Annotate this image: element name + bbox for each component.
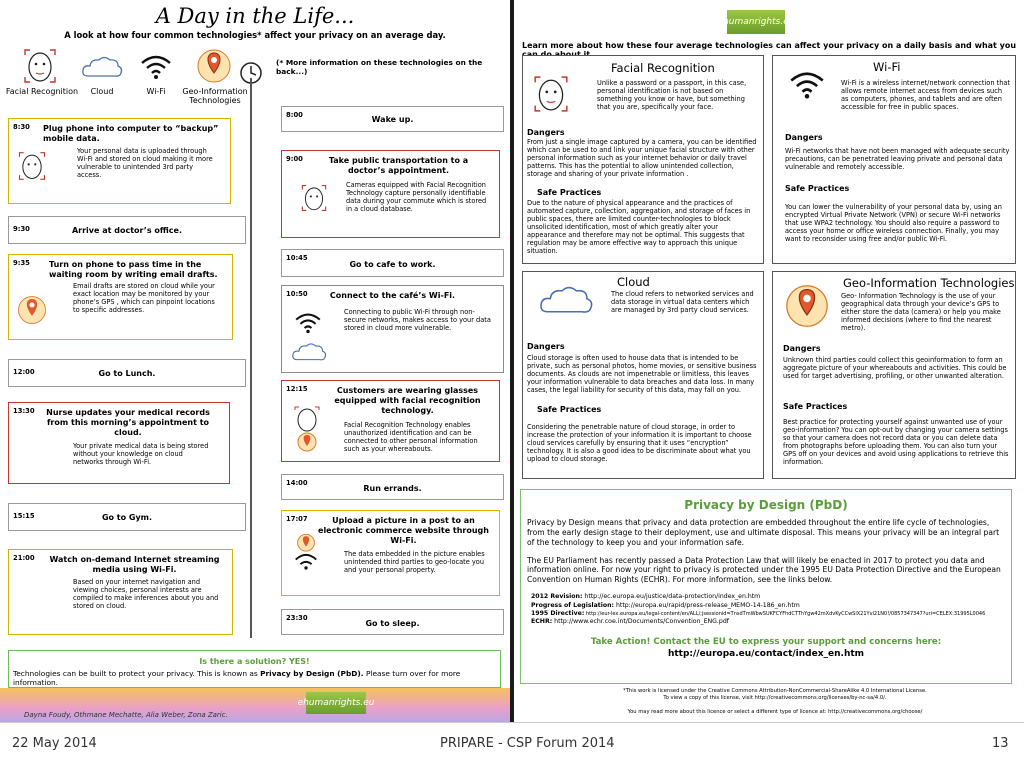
card-cloud [522,271,764,479]
card-title: Facial Recognition [611,61,715,75]
event-title: Nurse updates your medical records from this morning’s appointment to cloud. [46,408,210,437]
card-dangers: Cloud storage is often used to house data that is intended to be private, such as personal photos, home movies, or sensitive business documents. As clouds are not impenetrable or limitless, this leaves your information vulnerable to data breaches and data loss. In many cases, the legal liability for security of this data, may fall on you. [527,354,757,395]
card-safe-head: Safe Practices [783,402,848,411]
card-intro: The cloud refers to networked services and data storage in virtual data centers which are managed by 3rd party cloud services. [611,290,754,315]
timeline-line [250,78,252,638]
facial-recognition-icon [20,46,60,86]
event-time: 17:07 [286,515,308,523]
card-dangers-head: Dangers [527,342,565,351]
event-title: Run errands. [363,484,422,493]
event-time: 13:30 [13,407,35,415]
event-time: 9:30 [13,225,30,233]
take-action: Take Action! Contact the EU to express your support and concerns here: [590,636,942,647]
wifi-icon [787,68,827,102]
license-block [560,688,990,716]
pbd-links [531,593,1005,626]
event-desc: Cameras equipped with Facial Recognition Technology capture personally identifiable data during your commute which is stored in a cloud database. [346,181,487,213]
event-title: Customers are wearing glasses equipped with facial recognition technology. [334,386,481,415]
poster-title: A Day in the Life... [155,4,355,28]
footer-page-number: 13 [992,736,1009,751]
poster-subtitle: A look at how four common technologies* affect your privacy on an average day. [64,30,446,40]
event-0800 [281,106,504,132]
event-title: Plug phone into computer to “backup” mobile data. [43,124,219,143]
link-row[interactable]: Progress of Legislation: http://europa.eu/rapid/press-release_MEMO-14-186_en.htm [531,601,800,609]
authors: Dayna Foudy, Othmane Mechatte, Alia Weber, Zona Zaric. [24,711,228,719]
card-title: Cloud [617,275,650,289]
footer-date: 22 May 2014 [12,736,97,751]
facial-recognition-icon [531,72,571,116]
event-title: Connect to the café’s Wi-Fi. [329,291,456,300]
poster-front [0,0,510,722]
tech-label-cloud: Cloud [90,87,114,96]
event-2100 [8,549,233,635]
card-dangers: Wi-Fi networks that have not been managed with adequate security precautions, can be penetrated leaving private and personal data vulnerable and remotely accessible. [785,147,1010,172]
event-desc: Your personal data is uploaded through Wi-Fi and stored on cloud making it more vulnerable to unintended 3rd party access. [77,147,213,179]
event-1200 [8,359,246,387]
pbd-title: Privacy by Design (PbD) [684,498,848,512]
event-2330 [281,609,504,635]
event-desc: Your private medical data is being stored without your knowledge on cloud networks through Wi-Fi. [73,442,209,466]
event-time: 15:15 [13,512,35,520]
link-row[interactable]: ECHR: http://www.echr.coe.int/Documents/Convention_ENG.pdf [531,618,729,626]
event-title: Wake up. [371,115,414,124]
event-time: 12:15 [286,385,308,393]
card-dangers-head: Dangers [785,133,823,142]
card-intro: Wi-Fi is a wireless internet/network connection that allows remote internet access from devices such as computers, phones, and tablets and are often accessible for free in public spaces. [841,79,1011,112]
card-dangers: Unknown third parties could collect this geoinformation to form an aggregate picture of your whereabouts and activities. This could be used for target advertising, profiling, or other unwanted alteration. [783,356,1007,381]
card-dangers-head: Dangers [783,344,821,353]
wifi-icon [138,52,174,82]
card-safe: You can lower the vulnerability of your personal data by, using an encrypted Virtual Private Network (VPN) or secure Wi-Fi networks that use WPA2 technology. You should also require a password to access your home or office wireless connection. Finally, you may want to reconsider using free and/or public Wi-Fi. [785,203,1002,244]
event-time: 10:50 [286,290,308,298]
event-time: 21:00 [13,554,35,562]
event-desc: Facial Recognition Technology enables unauthorized identification and can be connected to other personal information such as your whereabouts. [344,421,478,453]
geo-information-icon [14,290,50,330]
facial-recognition-icon [14,146,50,186]
event-title: Arrive at doctor’s office. [71,226,183,235]
event-title: Go to sleep. [365,619,420,628]
event-title: Watch on-demand Internet streaming media using Wi-Fi. [49,555,220,574]
event-1045 [281,249,504,277]
privacy-by-design-box [520,489,1012,684]
card-safe: Due to the nature of physical appearance and the practices of automated capture, collection, aggregation, and storage of faces in public spaces, there are limited counter-technologies to block unsolicited identification, most of which greatly alter your appearance and therefore may not be optimal. This suggests that regulation may be amore effective way to approach this unique situation. [527,199,751,256]
card-intro: Unlike a password or a passport, in this case, personal identification is not based on something you know or have, but something that you are, specifically your face. [597,79,747,112]
geo-information-icon [194,46,234,86]
license-line: To view a copy of this license, visit http://creativecommons.org/licenses/by-nc-sa/4.0/. [663,695,887,702]
event-title: Upload a picture in a post to an electronic commerce website through Wi-Fi. [318,516,489,545]
event-1330 [8,402,230,484]
card-facial-recognition [522,55,764,264]
cloud-icon [288,340,330,364]
more-info-note: (* More information on these technologies on the back...) [276,58,483,76]
card-safe-head: Safe Practices [537,405,602,414]
event-title: Go to Lunch. [98,369,156,378]
card-title: Wi-Fi [873,60,901,74]
event-title: Take public transportation to a doctor’s appointment. [328,156,469,175]
tech-label-facial: Facial Recognition [5,87,79,96]
card-safe: Considering the penetrable nature of cloud storage, in order to increase the protection of your information it is important to choose cloud services carefully by ensuring that it uses “encryption” technology. It is also a good idea to be discriminate about what you upload to cloud storage. [527,423,752,464]
event-0930 [8,216,246,244]
card-title: Geo-Information Technologies [843,276,1015,290]
tech-label-wifi: Wi-Fi [146,87,166,96]
ehumanrights-logo: ehumanrights.eu [306,692,366,714]
cloud-icon [533,282,599,318]
card-dangers: From just a single image captured by a camera, you can be identified which can be used to and link your unique facial structure with other personal information such as your internet behavior or daily travel patterns. This has the potential to allow unintended collection, storage and sharing of your private information . [527,138,757,179]
geo-information-icon [290,404,324,454]
back-intro: Learn more about how these four average technologies can affect your privacy on a daily basis and what you [522,41,1017,50]
license-line: You may read more about this licence or select a different type of licence at: http://creativecommons.org/choose/ [627,708,923,715]
card-geo-information [772,271,1016,479]
event-time: 12:00 [13,368,35,376]
event-time: 14:00 [286,479,308,487]
link-row[interactable]: 2012 Revision: http://ec.europa.eu/justice/data-protection/index_en.htm [531,593,761,601]
pbd-paragraph-1: Privacy by Design means that privacy and data protection are embedded throughout the entire life cycle of technologies, from the early design stage to their deployment, use and ultimate disposal. This means your privacy will be an integral part of the technology to keep you and your information safe. [527,518,1000,547]
card-intro: Geo- Information Technology is the use of your geographical data through your device’s GPS to either store the data (camera) or help you make informed decisions (where to find the nearest metro). [841,292,1001,333]
card-safe-head: Safe Practices [537,188,602,197]
card-safe-head: Safe Practices [785,184,850,193]
event-time: 10:45 [286,254,308,262]
event-time: 23:30 [286,614,308,622]
event-title: Go to Gym. [101,513,153,522]
solution-box [8,650,501,688]
footer-title: PRIPARE - CSP Forum 2014 [440,736,615,751]
ehumanrights-logo: ehumanrights.eu [727,10,785,34]
event-title: Go to cafe to work. [349,260,436,269]
facial-recognition-icon [298,180,330,216]
event-desc: Based on your internet navigation and viewing choices, personal interests are compiled to make inferences about you and stored on cloud. [73,578,219,610]
solution-text: Technologies can be built to protect your privacy. This is known as Privacy by Design (PbD). Please turn over for more information. [13,669,461,687]
event-1400 [281,474,504,500]
card-safe: Best practice for protecting yourself against unwanted use of your geo-information? You can opt-out by changing your camera settings so that your camera does not record data or you can delete data from photographs before uploading them. You can also turn your GPS off on your devices and avoid using applications to retrieve this information. [783,418,1009,467]
cloud-icon [80,52,124,82]
event-1515 [8,503,246,531]
card-wifi [772,55,1016,264]
wifi-icon [292,312,324,334]
event-time: 8:00 [286,111,303,119]
card-dangers-head: Dangers [527,128,565,137]
event-desc: Email drafts are stored on cloud while your exact location may be monitored by your phone’s GPS , which can pinpoint locations to specific addresses. [73,282,215,314]
geo-information-icon [781,280,833,332]
link-row[interactable]: 1995 Directive: http://eur-lex.europa.eu/legal-content/en/ALL/;jsessionid=TnsdTmWbwSUKFCYFhdCTThYgw42mXdvKyCCwSlX21Yvl21N0!/0857347347?uri=CELEX:31995L0046 [531,609,986,617]
geo-information-icon [290,530,322,576]
event-time: 9:35 [13,259,30,267]
event-title: Turn on phone to pass time in the waiting room by writing email drafts. [49,260,218,279]
event-time: 9:00 [286,155,303,163]
event-desc: The data embedded in the picture enables unintended third parties to geo-locate you and your personal property. [344,550,485,574]
license-line: *This work is licensed under the Creative Commons Attribution-NonCommercial-ShareAlike 4.0 International License. [623,688,927,694]
event-desc: Connecting to public Wi-Fi through non-secure networks, makes access to your data stored in cloud more vulnerable. [344,308,491,332]
tech-label-geo: Geo-Information Technologies [182,87,248,105]
event-time: 8:30 [13,123,30,131]
solution-title: Is there a solution? YES! [199,657,310,666]
pbd-paragraph-2: The EU Parliament has recently passed a Data Protection Law that will likely be enacted in 2017 to protect you data and information online. For now your right to privacy is protected under the 1995 EU Data Protection Directive and the European Convention on Human Rights (ECHR). For more information, see the links below. [527,555,1001,585]
action-link[interactable]: http://europa.eu/contact/index_en.htm [667,648,865,659]
